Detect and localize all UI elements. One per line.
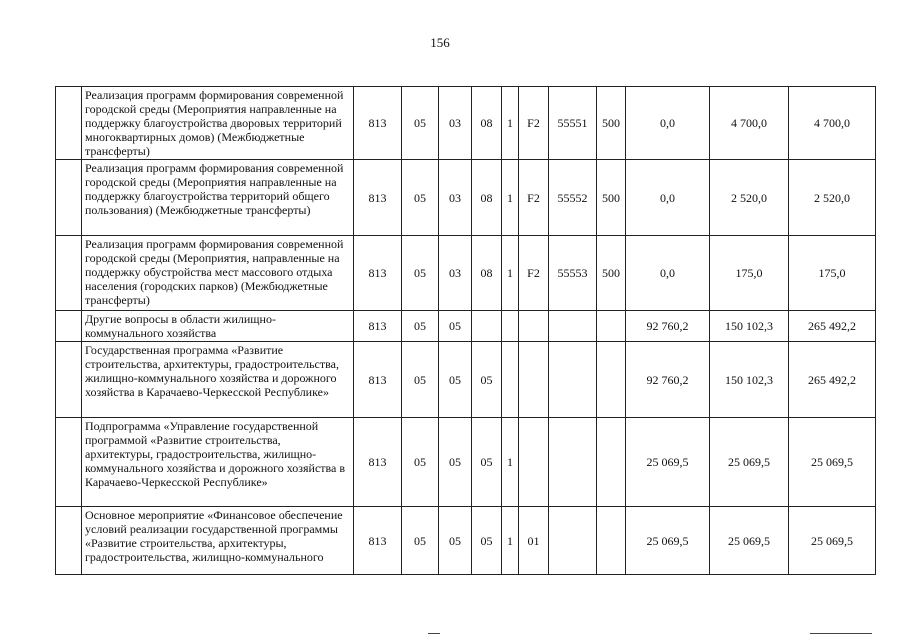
budget-table <box>55 86 876 575</box>
table-row <box>56 87 876 160</box>
table-row <box>56 311 876 342</box>
cell-sp: 1 <box>502 160 519 236</box>
table-row <box>56 418 876 507</box>
cell-v2: 4 700,0 <box>710 87 789 160</box>
cell-code: 813 <box>354 160 402 236</box>
item-name-cell: Реализация программ формирования современной городской среды (Мероприятия направленные на поддержку благоустройства дворовых территорий многоквартирных домов) (Межбюджетные трансферты) <box>82 87 354 160</box>
cell-v2: 25 069,5 <box>710 507 789 575</box>
cell-v2: 175,0 <box>710 236 789 311</box>
cell-sec: 05 <box>402 160 439 236</box>
cell-code: 813 <box>354 87 402 160</box>
cell-prog: 05 <box>472 507 502 575</box>
cell-v1: 25 069,5 <box>626 507 710 575</box>
cell-prog: 05 <box>472 342 502 418</box>
cell-ev <box>519 311 549 342</box>
table-row <box>56 236 876 311</box>
row-number-cell <box>56 311 82 342</box>
cell-sp <box>502 311 519 342</box>
cell-sub: 05 <box>439 311 472 342</box>
cell-vr <box>597 342 626 418</box>
cell-sub: 05 <box>439 418 472 507</box>
cell-v3: 25 069,5 <box>789 507 876 575</box>
cell-v2: 25 069,5 <box>710 418 789 507</box>
scan-mark-right <box>810 633 872 634</box>
cell-v2: 2 520,0 <box>710 160 789 236</box>
cell-vr <box>597 311 626 342</box>
cell-sec: 05 <box>402 418 439 507</box>
cell-sub: 03 <box>439 87 472 160</box>
row-number-cell <box>56 418 82 507</box>
cell-sp: 1 <box>502 236 519 311</box>
table-row <box>56 507 876 575</box>
cell-ev: F2 <box>519 87 549 160</box>
item-name-cell: Реализация программ формирования современной городской среды (Мероприятия направленные на поддержку благоустройства территорий общего пользования) (Межбюджетные трансферты) <box>82 160 354 236</box>
cell-dir: 55553 <box>549 236 597 311</box>
row-number-cell <box>56 342 82 418</box>
row-number-cell <box>56 507 82 575</box>
cell-vr <box>597 507 626 575</box>
cell-code: 813 <box>354 311 402 342</box>
cell-prog: 08 <box>472 87 502 160</box>
item-name-cell: Основное мероприятие «Финансовое обеспечение условий реализации государственной программы «Развитие строительства, архитектуры, градостроительства, жилищно-коммунального <box>82 507 354 575</box>
cell-ev <box>519 418 549 507</box>
cell-ev <box>519 342 549 418</box>
cell-code: 813 <box>354 236 402 311</box>
cell-vr: 500 <box>597 160 626 236</box>
cell-dir <box>549 507 597 575</box>
row-number-cell <box>56 236 82 311</box>
cell-v1: 25 069,5 <box>626 418 710 507</box>
cell-sub: 05 <box>439 507 472 575</box>
cell-v1: 92 760,2 <box>626 342 710 418</box>
cell-dir <box>549 342 597 418</box>
cell-vr: 500 <box>597 236 626 311</box>
scan-mark-left <box>428 633 440 634</box>
cell-sec: 05 <box>402 87 439 160</box>
row-number-cell <box>56 160 82 236</box>
cell-prog: 08 <box>472 160 502 236</box>
cell-v3: 175,0 <box>789 236 876 311</box>
cell-code: 813 <box>354 342 402 418</box>
cell-v3: 4 700,0 <box>789 87 876 160</box>
cell-sub: 03 <box>439 236 472 311</box>
cell-v3: 265 492,2 <box>789 311 876 342</box>
cell-v2: 150 102,3 <box>710 342 789 418</box>
cell-v3: 265 492,2 <box>789 342 876 418</box>
item-name-cell: Другие вопросы в области жилищно-коммунального хозяйства <box>82 311 354 342</box>
cell-sp <box>502 342 519 418</box>
page-number: 156 <box>430 35 450 50</box>
row-number-cell <box>56 87 82 160</box>
cell-v1: 0,0 <box>626 236 710 311</box>
cell-ev: 01 <box>519 507 549 575</box>
cell-prog: 05 <box>472 418 502 507</box>
cell-code: 813 <box>354 418 402 507</box>
cell-v3: 2 520,0 <box>789 160 876 236</box>
cell-v1: 92 760,2 <box>626 311 710 342</box>
table-row <box>56 160 876 236</box>
cell-sp: 1 <box>502 507 519 575</box>
cell-v1: 0,0 <box>626 160 710 236</box>
cell-sec: 05 <box>402 236 439 311</box>
cell-ev: F2 <box>519 236 549 311</box>
cell-dir <box>549 311 597 342</box>
cell-vr <box>597 418 626 507</box>
table-row <box>56 342 876 418</box>
cell-dir: 55551 <box>549 87 597 160</box>
cell-code: 813 <box>354 507 402 575</box>
cell-sp: 1 <box>502 87 519 160</box>
cell-v1: 0,0 <box>626 87 710 160</box>
cell-prog: 08 <box>472 236 502 311</box>
cell-sub: 03 <box>439 160 472 236</box>
cell-sec: 05 <box>402 507 439 575</box>
cell-ev: F2 <box>519 160 549 236</box>
cell-v3: 25 069,5 <box>789 418 876 507</box>
cell-sp: 1 <box>502 418 519 507</box>
cell-sub: 05 <box>439 342 472 418</box>
cell-vr: 500 <box>597 87 626 160</box>
cell-dir <box>549 418 597 507</box>
cell-prog <box>472 311 502 342</box>
cell-sec: 05 <box>402 311 439 342</box>
cell-sec: 05 <box>402 342 439 418</box>
item-name-cell: Подпрограмма «Управление государственной программой «Развитие строительства, архитектуры, градостроительства, жилищно-коммунального хозяйства и дорожного хозяйства в Карачаево-Черкесской Республике» <box>82 418 354 507</box>
item-name-cell: Реализация программ формирования современной городской среды (Мероприятия, направленные на поддержку обустройства мест массового отдыха населения (городских парков) (Межбюджетные трансферты) <box>82 236 354 311</box>
cell-dir: 55552 <box>549 160 597 236</box>
item-name-cell: Государственная программа «Развитие строительства, архитектуры, градостроительства, жилищно-коммунального хозяйства и дорожного хозяйства в Карачаево-Черкесской Республике» <box>82 342 354 418</box>
cell-v2: 150 102,3 <box>710 311 789 342</box>
